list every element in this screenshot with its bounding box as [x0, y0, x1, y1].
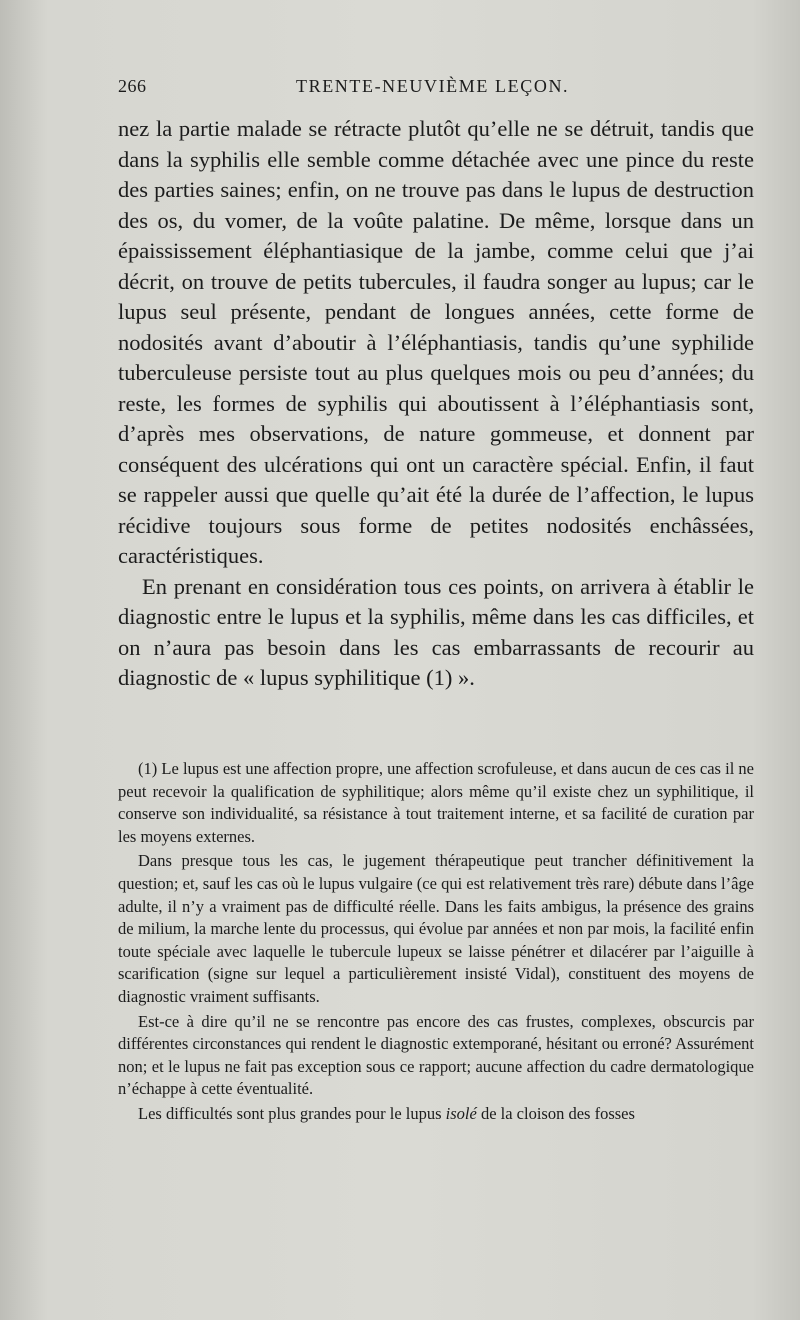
- main-text: [118, 114, 754, 694]
- paragraph: nez la partie malade se rétracte plutôt qu’elle ne se détruit, tandis que dans la syphilis elle semble comme détachée avec une pince du reste des parties saines; enfin, on ne trouve pas dans le lupus de destruction des os, du vomer, de la voûte palatine. De même, lorsque dans un épaississement éléphantiasique de la jambe, comme celui que j’ai décrit, on trouve de petits tubercules, il faudra songer au lupus; car le lupus seul présente, pendant de longues années, cette forme de nodosités avant d’aboutir à l’éléphantiasis, tandis qu’une syphilide tuberculeuse persiste tout au plus quelques mois ou peu d’années; du reste, les formes de syphilis qui aboutissent à l’éléphantiasis sont, d’après mes observations, de nature gommeuse, et donnent par conséquent des ulcérations qui ont un caractère spécial. Enfin, il faut se rappeler aussi que quelle qu’ait été la durée de l’affection, le lupus récidive toujours sous forme de petites nodosités enchâssées, caractéristiques.: [118, 116, 754, 568]
- footnote-italic: isolé: [445, 1103, 477, 1123]
- footnote: Est-ce à dire qu’il ne se rencontre pas encore des cas frustes, complexes, obscurcis par différentes circonstances qui rendent le diagnostic extemporané, hésitant ou erroné? Assurément non; et le lupus ne fait pas exception sous ce rapport; aucune affection du cadre dermatologique n’échappe à cette éventualité.: [118, 1011, 754, 1099]
- footnote: [118, 1103, 754, 1126]
- page-number: 266: [118, 76, 147, 96]
- footnote-text: Les difficultés sont plus grandes pour le lupus: [138, 1103, 446, 1123]
- footnote: Dans presque tous les cas, le jugement thérapeutique peut trancher définitivement la question; et, sauf les cas où le lupus vulgaire (ce qui est relativement très rare) débute dans l’âge adulte, il n’y a vraiment pas de difficulté réelle. Dans les faits ambigus, la présence des grains de milium, la marche lente du processus, qui évolue par années et non par mois, la facilité enfin toute spéciale avec laquelle le tubercule lupeux se laisse pénétrer et dilacérer par l’aiguille à scarification (signe sur lequel a particulièrement insisté Vidal), constituent des moyens de diagnostic vraiment suffisants.: [118, 851, 754, 1006]
- footnotes: [118, 758, 754, 1128]
- footnote: (1) Le lupus est une affection propre, une affection scrofuleuse, et dans aucun de ces cas il ne peut recevoir la qualification de syphilitique; alors même qu’il existe chez un syphilitique, il conserve son individualité, sa résistance à tout traitement interne, et sa facilité de curation par les moyens externes.: [118, 759, 754, 846]
- paragraph: En prenant en considération tous ces points, on arrivera à établir le diagnostic entre le lupus et la syphilis, même dans les cas difficiles, et on n’aura pas besoin dans les cas embarrassants de recourir au diagnostic de « lupus syphilitique (1) ».: [118, 573, 754, 690]
- running-title: TRENTE-NEUVIÈME LEÇON.: [296, 76, 570, 96]
- footnote-text: de la cloison des fosses: [476, 1103, 635, 1123]
- page-header: [118, 76, 754, 104]
